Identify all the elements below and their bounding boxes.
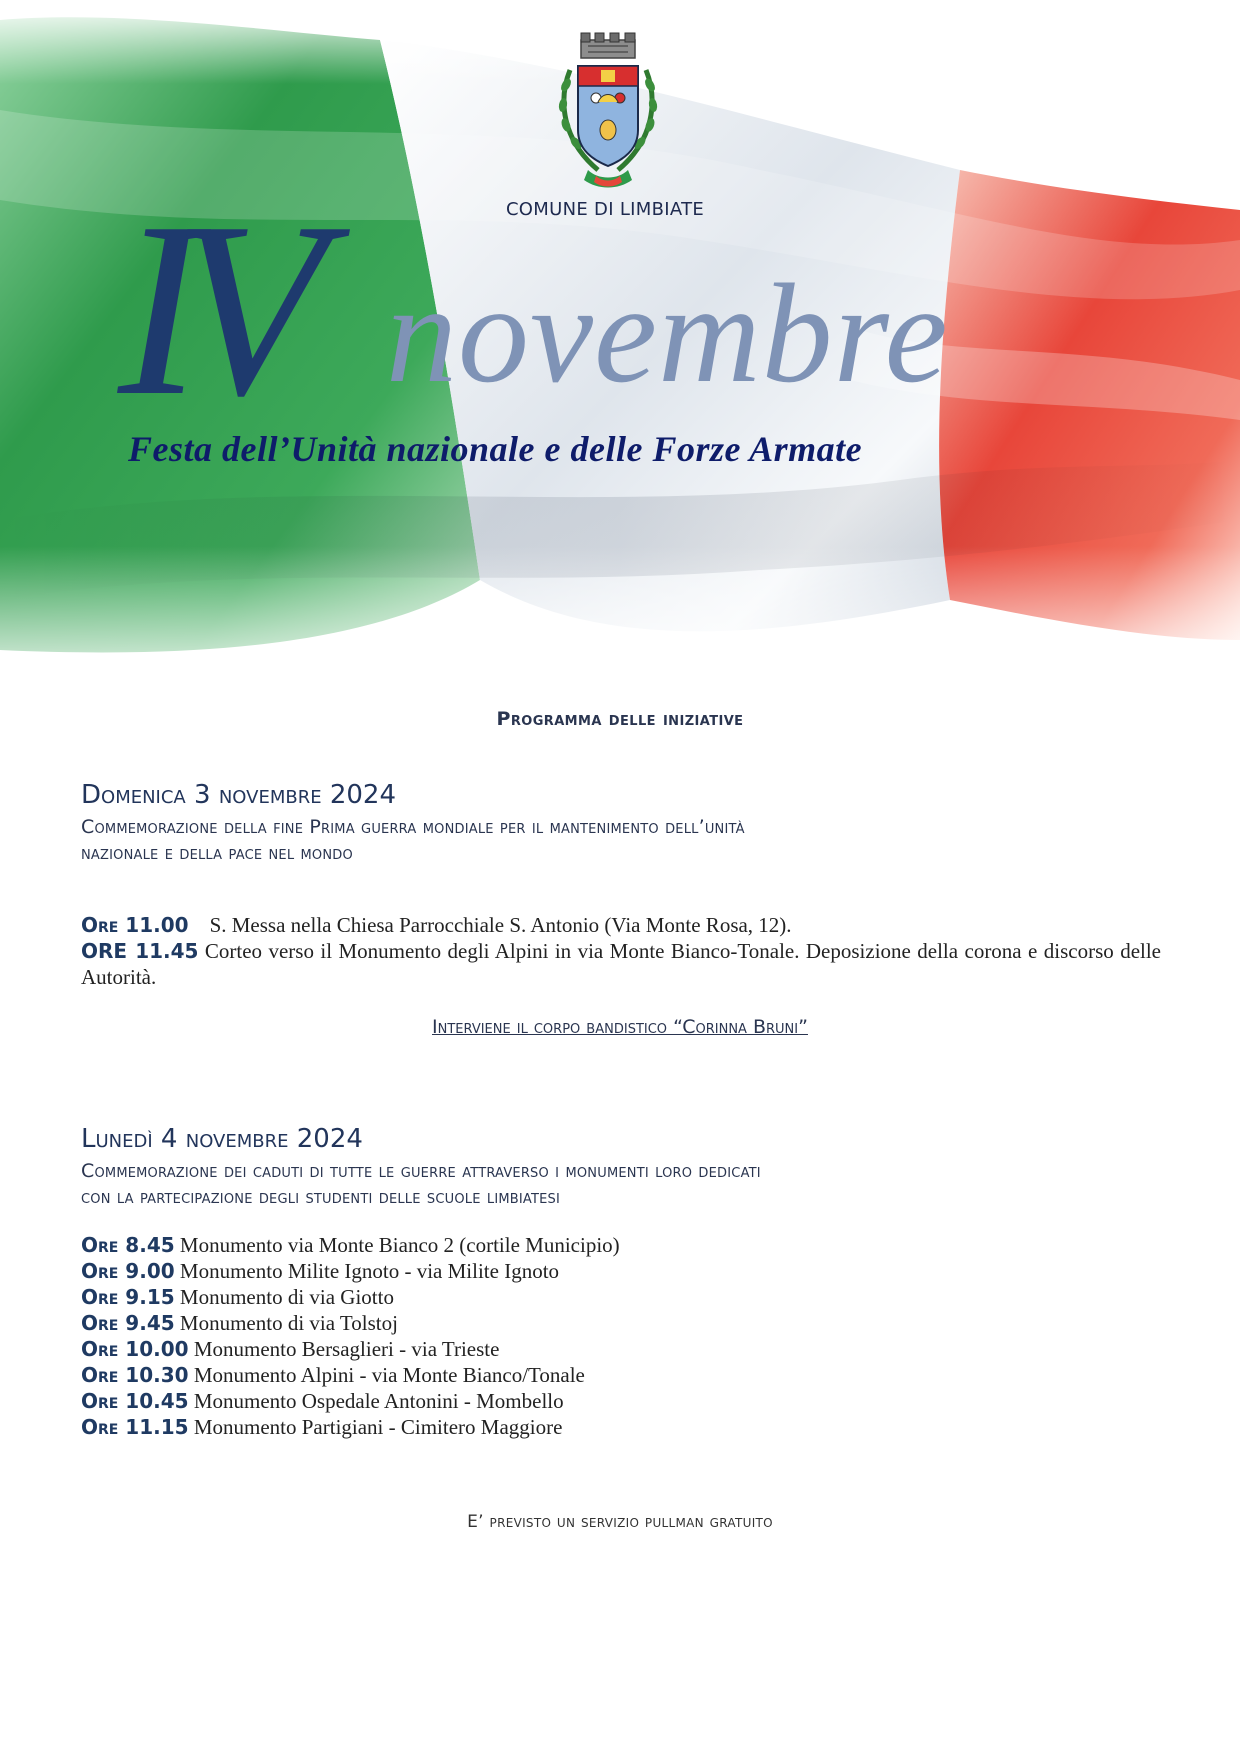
schedule-text: S. Messa nella Chiesa Parrocchiale S. Antonio (Via Monte Rosa, 12). [209,913,792,937]
municipality-name: COMUNE DI LIMBIATE [505,199,705,220]
day2-description-line-2: con la partecipazione degli studenti delle scuole limbiatesi [81,1186,561,1208]
schedule-text: Monumento di via Giotto [179,1285,394,1309]
schedule-text: Monumento Partigiani - Cimitero Maggiore [193,1415,563,1439]
schedule-item [81,1414,620,1440]
schedule-item [81,1284,620,1310]
schedule-item [81,1310,620,1336]
schedule-time: Ore 11.15 [81,1415,189,1439]
schedule-time: Ore 11.00 [81,913,189,937]
schedule-time: ORE 11.45 [81,939,199,963]
schedule-item [81,912,1161,938]
schedule-time: Ore 10.30 [81,1363,189,1387]
event-subtitle: Festa dell’Unità nazionale e delle Forze Armate [128,429,863,469]
day2-description [81,1158,1161,1210]
schedule-text: Monumento Ospedale Antonini - Mombello [193,1389,564,1413]
band-note-text: Interviene il corpo bandistico “Corinna Bruni” [432,1016,808,1038]
schedule-item [81,1258,620,1284]
schedule-text: Monumento di via Tolstoj [179,1311,398,1335]
schedule-item [81,1362,620,1388]
title-roman-numeral: IV [118,171,298,448]
schedule-item [81,1336,620,1362]
schedule-time: Ore 8.45 [81,1233,175,1257]
schedule-item [81,938,1161,990]
pullman-note: E’ previsto un servizio pullman gratuito [467,1512,773,1532]
schedule-text: Monumento Bersaglieri - via Trieste [193,1337,500,1361]
program-title: Programma delle iniziative [496,708,744,730]
schedule-text: Corteo verso il Monumento degli Alpini in via Monte Bianco-Tonale. Deposizione della corona e discorso delle Autorità. [81,939,1162,989]
schedule-time: Ore 9.15 [81,1285,175,1309]
day2-schedule [81,1232,620,1440]
day1-schedule [81,912,1161,990]
schedule-item [81,1388,620,1414]
day1-heading: Domenica 3 novembre 2024 [81,780,397,810]
schedule-text: Monumento via Monte Bianco 2 (cortile Municipio) [179,1233,620,1257]
day1-description [81,814,1161,866]
title-month: novembre [386,254,949,412]
day1-description-line-2: nazionale e della pace nel mondo [81,842,353,864]
schedule-time: Ore 10.45 [81,1389,189,1413]
schedule-text: Monumento Milite Ignoto - via Milite Ignoto [179,1259,560,1283]
day2-description-line-1: Commemorazione dei caduti di tutte le guerre attraverso i monumenti loro dedicati [81,1160,761,1182]
schedule-text: Monumento Alpini - via Monte Bianco/Tonale [193,1363,585,1387]
schedule-time: Ore 9.45 [81,1311,175,1335]
band-note [0,1016,1240,1038]
day2-heading: Lunedì 4 novembre 2024 [81,1124,363,1154]
schedule-time: Ore 10.00 [81,1337,189,1361]
day1-description-line-1: Commemorazione della fine Prima guerra mondiale per il mantenimento dell’unità [81,816,745,838]
schedule-item [81,1232,620,1258]
limbiate-coat-of-arms-logo [548,30,668,192]
schedule-time: Ore 9.00 [81,1259,175,1283]
